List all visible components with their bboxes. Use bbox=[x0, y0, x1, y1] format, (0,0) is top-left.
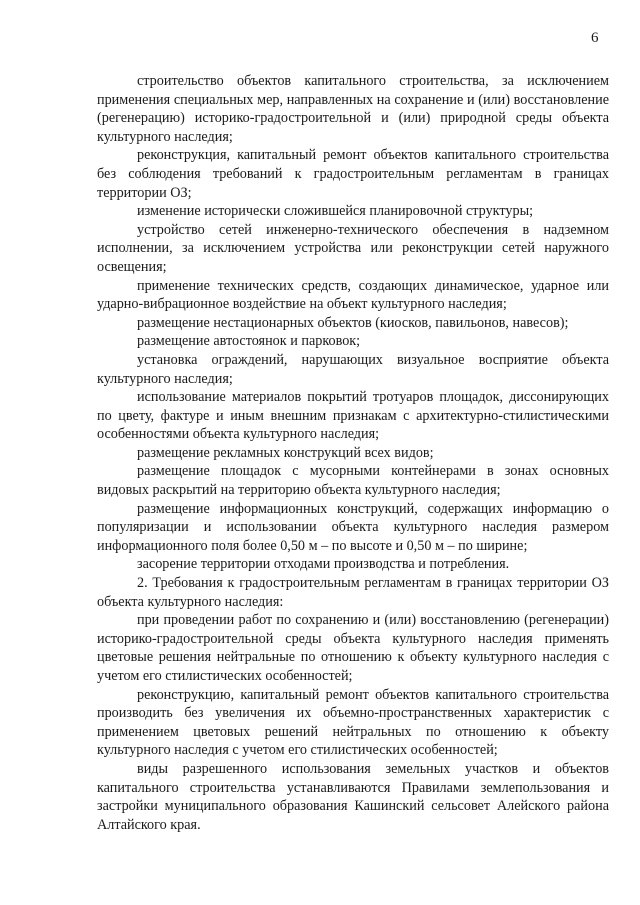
paragraph: размещение нестационарных объектов (киосков, павильонов, навесов); bbox=[137, 314, 569, 331]
paragraph: применение технических средств, создающих динамическое, ударное или ударно-вибрационное воздействие на объект культурного наследия; bbox=[97, 277, 609, 313]
paragraph: реконструкцию, капитальный ремонт объектов капитального строительства производить без увеличения их объемно-пространственных характеристик с применением цветовых решений нейтральных по отношению к объекту культурного наследия с учетом его стилистических особенностей; bbox=[97, 686, 609, 759]
document-body bbox=[97, 72, 609, 834]
paragraph: засорение территории отходами производства и потребления. bbox=[137, 556, 510, 573]
paragraph: размещение информационных конструкций, содержащих информацию о популяризации и использовании объекта культурного наследия размером информационного поля более 0,50 м – по высоте и 0,50 м – по ширине; bbox=[97, 500, 609, 554]
paragraph: изменение исторически сложившейся планировочной структуры; bbox=[137, 203, 534, 220]
paragraph: строительство объектов капитального строительства, за исключением применения специальных мер, направленных на сохранение и (или) восстановление (регенерацию) историко-градостроительной и (или) природной среды объекта культурного наследия; bbox=[97, 73, 609, 145]
paragraph: размещение рекламных конструкций всех видов; bbox=[137, 444, 434, 461]
paragraph: размещение площадок с мусорными контейнерами в зонах основных видовых раскрытий на территорию объекта культурного наследия; bbox=[97, 463, 609, 499]
paragraph: установка ограждений, нарушающих визуальное восприятие объекта культурного наследия; bbox=[97, 351, 609, 387]
page-number: 6 bbox=[591, 30, 599, 46]
section-heading: 2. Требования к градостроительным регламентам в границах территории ОЗ объекта культурного наследия: bbox=[97, 575, 609, 610]
paragraph: использование материалов покрытий тротуаров площадок, диссонирующих по цвету, фактуре и иным внешним признакам с архитектурно-стилистическими особенностями объекта культурного наследия; bbox=[97, 389, 609, 443]
paragraph: при проведении работ по сохранению и (или) восстановлению (регенерации) историко-градостроительной среды объекта культурного наследия применять цветовые решения нейтральные по отношению к объекту культурного наследия с учетом его стилистических особенностей; bbox=[97, 612, 609, 684]
paragraph: реконструкция, капитальный ремонт объектов капитального строительства без соблюдения требований к градостроительным регламентам в границах территории ОЗ; bbox=[97, 147, 609, 201]
paragraph: устройство сетей инженерно-технического обеспечения в надземном исполнении, за исключением устройства или реконструкции сетей наружного освещения; bbox=[97, 221, 609, 275]
paragraph: размещение автостоянок и парковок; bbox=[137, 333, 361, 350]
paragraph: виды разрешенного использования земельных участков и объектов капитального строительства устанавливаются Правилами землепользования и застройки муниципального образования Кашинский сельсовет Алейского района Алтайского края. bbox=[97, 760, 609, 833]
